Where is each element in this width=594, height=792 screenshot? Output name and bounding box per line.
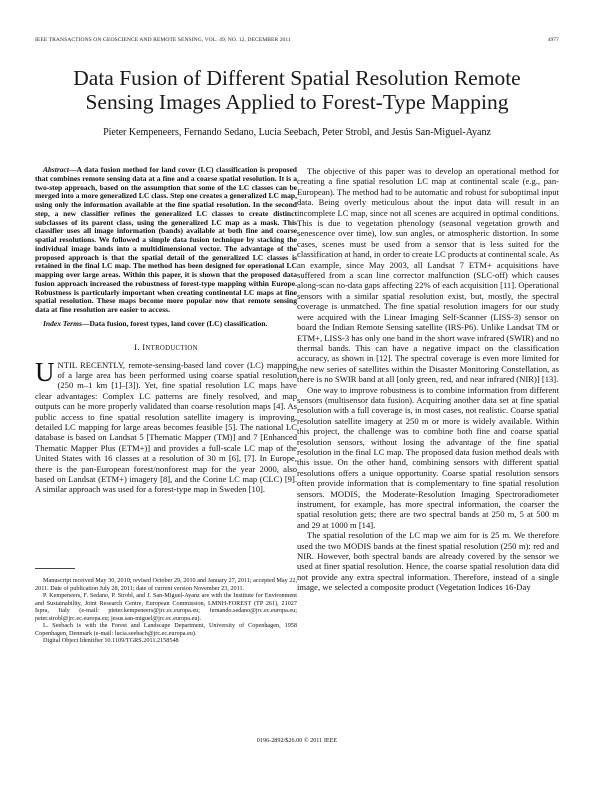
footnote-affiliation-1: P. Kempeneers, F. Sedano, P. Strobl, and J. San-Miguel-Ayanz are with the Institute for Environment and Sustainability, Joint Research Centre, European Commission, LMNH-FOREST (TP 261), 21027 Ispra, Italy (e-mail: pieter.kempeneers@jrc.ec.europa.eu; fernando.sedano@jrc.ec.europa.eu; peter.strobl@jrc.ec.europa.eu; jesus.san-miguel@jrc.ec.europa.eu). bbox=[35, 592, 297, 622]
index-terms bbox=[35, 320, 297, 329]
body-paragraph-1: The objective of this paper was to develop an operational method for creating a fine spatial resolution LC map at continental scale (e.g., pan-European). The method had to be automatic and robust for suboptimal input data. Being overly meticulous about the input data will result in an incomplete LC map, since not all scenes are acquired in optimal conditions. This is due to vegetation phenology (seasonal vegetation growth and senescence over time), low sun angles, or atmospheric distortion. In some cases, scenes must be used from a sensor that is less suited for the classification at hand, in order to create LC products at continental scale. As an example, since May 2003, all Landsat 7 ETM+ acquisitions have suffered from a scan line corrector malfunction (SLC-off) which causes along-scan no-data gaps affecting 22% of each acquisition [11]. Operational sensors with a similar spatial resolution exist, but, mostly, the spectral coverage is unmatched. The fine spatial resolution imagers for our study were acquired with the Linear Imaging Self-Scanner (LISS-3) sensor on board the Indian Remote Sensing satellite (IRS-P6). Unlike Landsat TM or ETM+, LISS-3 has only one band in the short wave infrared (SWIR) and no thermal bands. This can have a negative impact on the classification accuracy, as shown in [12]. The spectral coverage is even more limited for the new series of satellites within the Disaster Monitoring Constellation, as there is no SWIR band at all [only green, red, and near infrared (NIR)] [13]. bbox=[297, 166, 559, 385]
section-number: I. bbox=[134, 341, 140, 352]
running-header: IEEE TRANSACTIONS ON GEOSCIENCE AND REMOTE SENSING, VOL. 49, NO. 12, DECEMBER 2011 bbox=[35, 37, 291, 43]
paper-title bbox=[20, 66, 574, 114]
index-terms-label: Index Terms bbox=[43, 318, 82, 328]
right-column bbox=[297, 166, 559, 593]
footnote-manuscript: Manuscript received May 30, 2010; revised October 29, 2010 and January 27, 2011; accepted May 22, 2011. Date of publication July 28, 2011; date of current version November 23, 2011. bbox=[35, 577, 297, 592]
intro-text: remote-sensing-based land cover (LC) mapping of a large area has been performed using coarse spatial resolution (250 m–1 km [1]–[3]). Yet, fine spatial resolution LC maps have clear advantages: Complex LC patterns are finely resolved, and map outputs can be more properly validated than coarse resolution maps [4]. As public access to fine spatial resolution satellite imagery is improving, detailed LC mapping for large areas becomes feasible [5]. The national LC database is based on Landsat 5 [Thematic Mapper (TM)] and 7 [Enhanced Thematic Mapper Plus (ETM+)] and provides a full-scale LC map of the United States with 16 classes at a resolution of 30 m [6], [7]. In Europe, there is the pan-European forest/nonforest map for the year 2000, also based on Landsat (ETM+) imagery [8], and the Corine LC map (CLC) [9]. A similar approach was used for a forest-type map in Sweden [10]. bbox=[35, 359, 297, 495]
section-title-first: I bbox=[142, 341, 146, 352]
intro-lead: NTIL RECENTLY, bbox=[57, 359, 126, 370]
page-number: 4977 bbox=[547, 37, 559, 43]
section-title-rest: NTRODUCTION bbox=[145, 344, 198, 352]
left-column bbox=[35, 166, 297, 495]
copyright-line: 0196-2892/$26.00 © 2011 IEEE bbox=[256, 737, 338, 744]
author-list: Pieter Kempeneers, Fernando Sedano, Lucia Seebach, Peter Strobl, and Jesús San-Miguel-Ayanz bbox=[103, 127, 491, 138]
title-line-2: Sensing Images Applied to Forest-Type Mapping bbox=[85, 90, 509, 114]
abstract-label: Abstract bbox=[43, 165, 69, 174]
abstract bbox=[35, 166, 297, 315]
footnote-affiliation-2: L. Seebach is with the Forest and Landscape Department, University of Copenhagen, 1958 Copenhagen, Denmark (e-mail: lucia.seebach@jrc.ec.europa.eu). bbox=[35, 622, 297, 637]
footnote-rule bbox=[35, 568, 75, 569]
footnotes bbox=[35, 577, 297, 645]
intro-paragraph bbox=[35, 356, 297, 495]
abstract-text: —A data fusion method for land cover (LC) classification is proposed that combines remote sensing data at a fine and a coarse spatial resolution. It is a two-step approach, based on the assumption that some of the LC classes can be merged into a more generalized LC class. Step one creates a generalized LC map, using only the information available at the fine spatial resolution. In the second step, a new classifier refines the generalized LC classes to create distinct subclasses of its parent class, using the generalized LC map as a mask. This classifier uses all image information (bands) available at both fine and coarse spatial resolutions. We followed a simple data fusion technique by stacking the individual image bands into a multidimensional vector. The advantage of the proposed approach is that the spatial detail of the generalized LC classes is retained in the final LC map. The method has been designed for operational LC mapping over large areas. Within this paper, it is shown that the proposed data fusion approach increased the robustness of forest-type mapping within Europe. Robustness is particularly important when creating continental LC maps at fine spatial resolution. These maps become more popular now that remote sensing data at fine resolution are easier to access. bbox=[35, 165, 297, 314]
footnote-doi: Digital Object Identifier 10.1109/TGRS.2011.2158548 bbox=[43, 637, 179, 644]
body-paragraph-3: The spatial resolution of the LC map we aim for is 25 m. We therefore used the two MODIS bands at the finest spatial resolution (250 m): red and NIR. However, both spectral bands are already covered by the sensor we used at finer spatial resolution. Hence, the coarse spatial resolution data did not provide any extra spectral information. Therefore, instead of a single image, we selected a composite product (Vegetation Indices 16-Day bbox=[297, 530, 559, 593]
section-heading bbox=[35, 342, 297, 352]
body-paragraph-2: One way to improve robustness is to combine information from different sensors (multisensor data fusion). Acquiring another data set at fine spatial resolution with a full coverage is, in most cases, not realistic. Coarse spatial resolution satellite imagery at 250 m or more is widely available. Within this project, the challenge was to combine both fine and coarse spatial resolution sensors, without losing the advantage of the fine spatial resolution in the final LC map. The proposed data fusion method deals with this issue. On the other hand, combining sensors with different spatial resolutions offers a unique opportunity. Coarse spatial resolution sensors often provide information that is complementary to fine spatial resolution sensors. MODIS, the Moderate-Resolution Imaging Spectroradiometer instrument, for example, has more spectral information, the coarser the spatial resolution gets; there are two spectral bands at 250 m, 5 at 500 m and 29 at 1000 m [14]. bbox=[297, 384, 559, 530]
title-line-1: Data Fusion of Different Spatial Resolution Remote bbox=[73, 66, 521, 90]
index-terms-text: —Data fusion, forest types, land cover (LC) classification. bbox=[81, 318, 268, 328]
drop-cap: U bbox=[35, 356, 55, 387]
